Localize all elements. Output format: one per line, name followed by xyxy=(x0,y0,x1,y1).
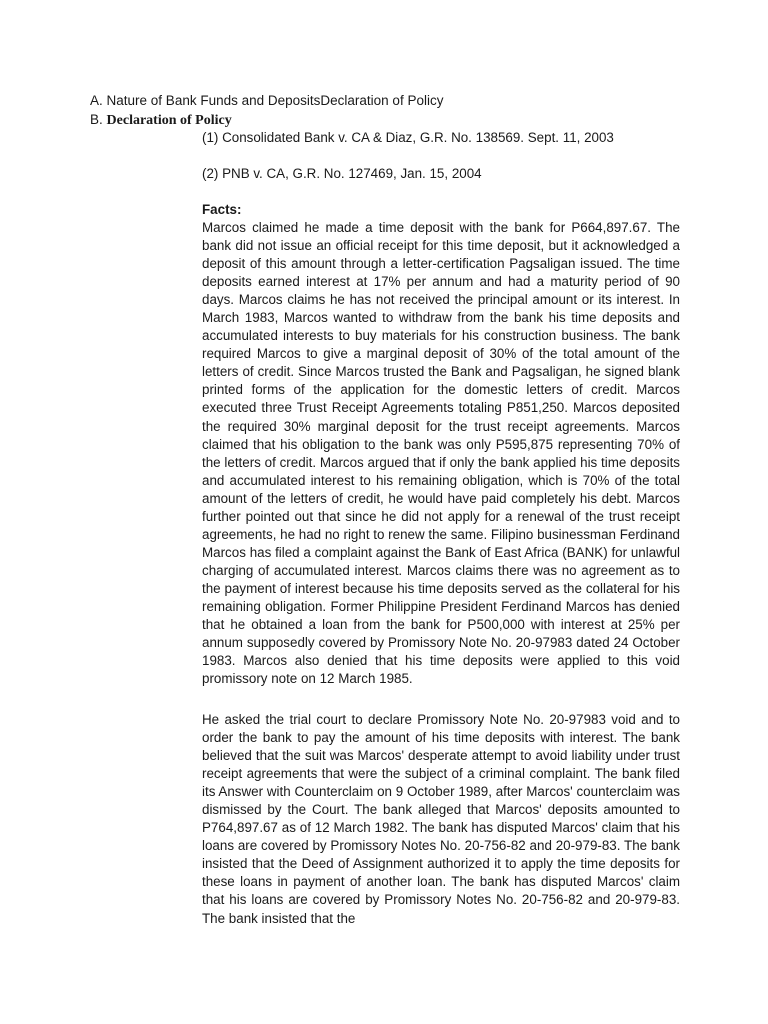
facts-heading: Facts: xyxy=(202,202,242,217)
outline-item-b xyxy=(90,111,232,130)
outline-item-b-text: Declaration of Policy xyxy=(106,113,232,128)
case-citation-1: (1) Consolidated Bank v. CA & Diaz, G.R. No. 138569. Sept. 11, 2003 xyxy=(202,130,614,145)
facts-paragraph-2: He asked the trial court to declare Promissory Note No. 20-97983 void and to order the bank to pay the amount of his time deposits with interest. The bank believed that the suit was Marcos' desperate attempt to avoid liability under trust receipt agreements that were the subject of a criminal complaint. The bank filed its Answer with Counterclaim on 9 October 1989, after Marcos' counterclaim was dismissed by the Court. The bank alleged that Marcos' deposits amounted to P764,897.67 as of 12 March 1982. The bank has disputed Marcos' claim that his loans are covered by Promissory Notes No. 20-756-82 and 20-979-83. The bank insisted that the Deed of Assignment authorized it to apply the time deposits for these loans in payment of another loan. The bank has disputed Marcos' claim that his loans are covered by Promissory Notes No. 20-756-82 and 20-979-83. The bank insisted that the xyxy=(202,712,680,926)
outline-item-a xyxy=(90,92,443,110)
case-citation-2: (2) PNB v. CA, G.R. No. 127469, Jan. 15, 2004 xyxy=(202,166,482,181)
outline-item-a-marker: A. xyxy=(90,93,103,108)
outline-item-b-marker: B. xyxy=(90,112,103,127)
outline-item-a-text: Nature of Bank Funds and DepositsDeclaration of Policy xyxy=(106,93,444,108)
facts-paragraph-1: Marcos claimed he made a time deposit with the bank for P664,897.67. The bank did not issue an official receipt for this time deposit, but it acknowledged a deposit of this amount through a letter-certification Pagsaligan issued. The time deposits earned interest at 17% per annum and had a maturity period of 90 days. Marcos claims he has not received the principal amount or its interest. In March 1983, Marcos wanted to withdraw from the bank his time deposits and accumulated interests to buy materials for his construction business. The bank required Marcos to give a marginal deposit of 30% of the total amount of the letters of credit. Since Marcos trusted the Bank and Pagsaligan, he signed blank printed forms of the application for the domestic letters of credit. Marcos executed three Trust Receipt Agreements totaling P851,250. Marcos deposited the required 30% marginal deposit for the trust receipt agreements. Marcos claimed that his obligation to the bank was only P595,875 representing 70% of the letters of credit. Marcos argued that if only the bank applied his time deposits and accumulated interest to his remaining obligation, which is 70% of the total amount of the letters of credit, he would have paid completely his debt. Marcos further pointed out that since he did not apply for a renewal of the trust receipt agreements, he had no right to renew the same. Filipino businessman Ferdinand Marcos has filed a complaint against the Bank of East Africa (BANK) for unlawful charging of accumulated interest. Marcos claims there was no agreement as to the payment of interest because his time deposits served as the collateral for his remaining obligation. Former Philippine President Ferdinand Marcos has denied that he obtained a loan from the bank for P500,000 with interest at 25% per annum supposedly covered by Promissory Note No. 20-97983 dated 24 October 1983. Marcos also denied that his time deposits were applied to this void promissory note on 12 March 1985. xyxy=(202,220,680,687)
